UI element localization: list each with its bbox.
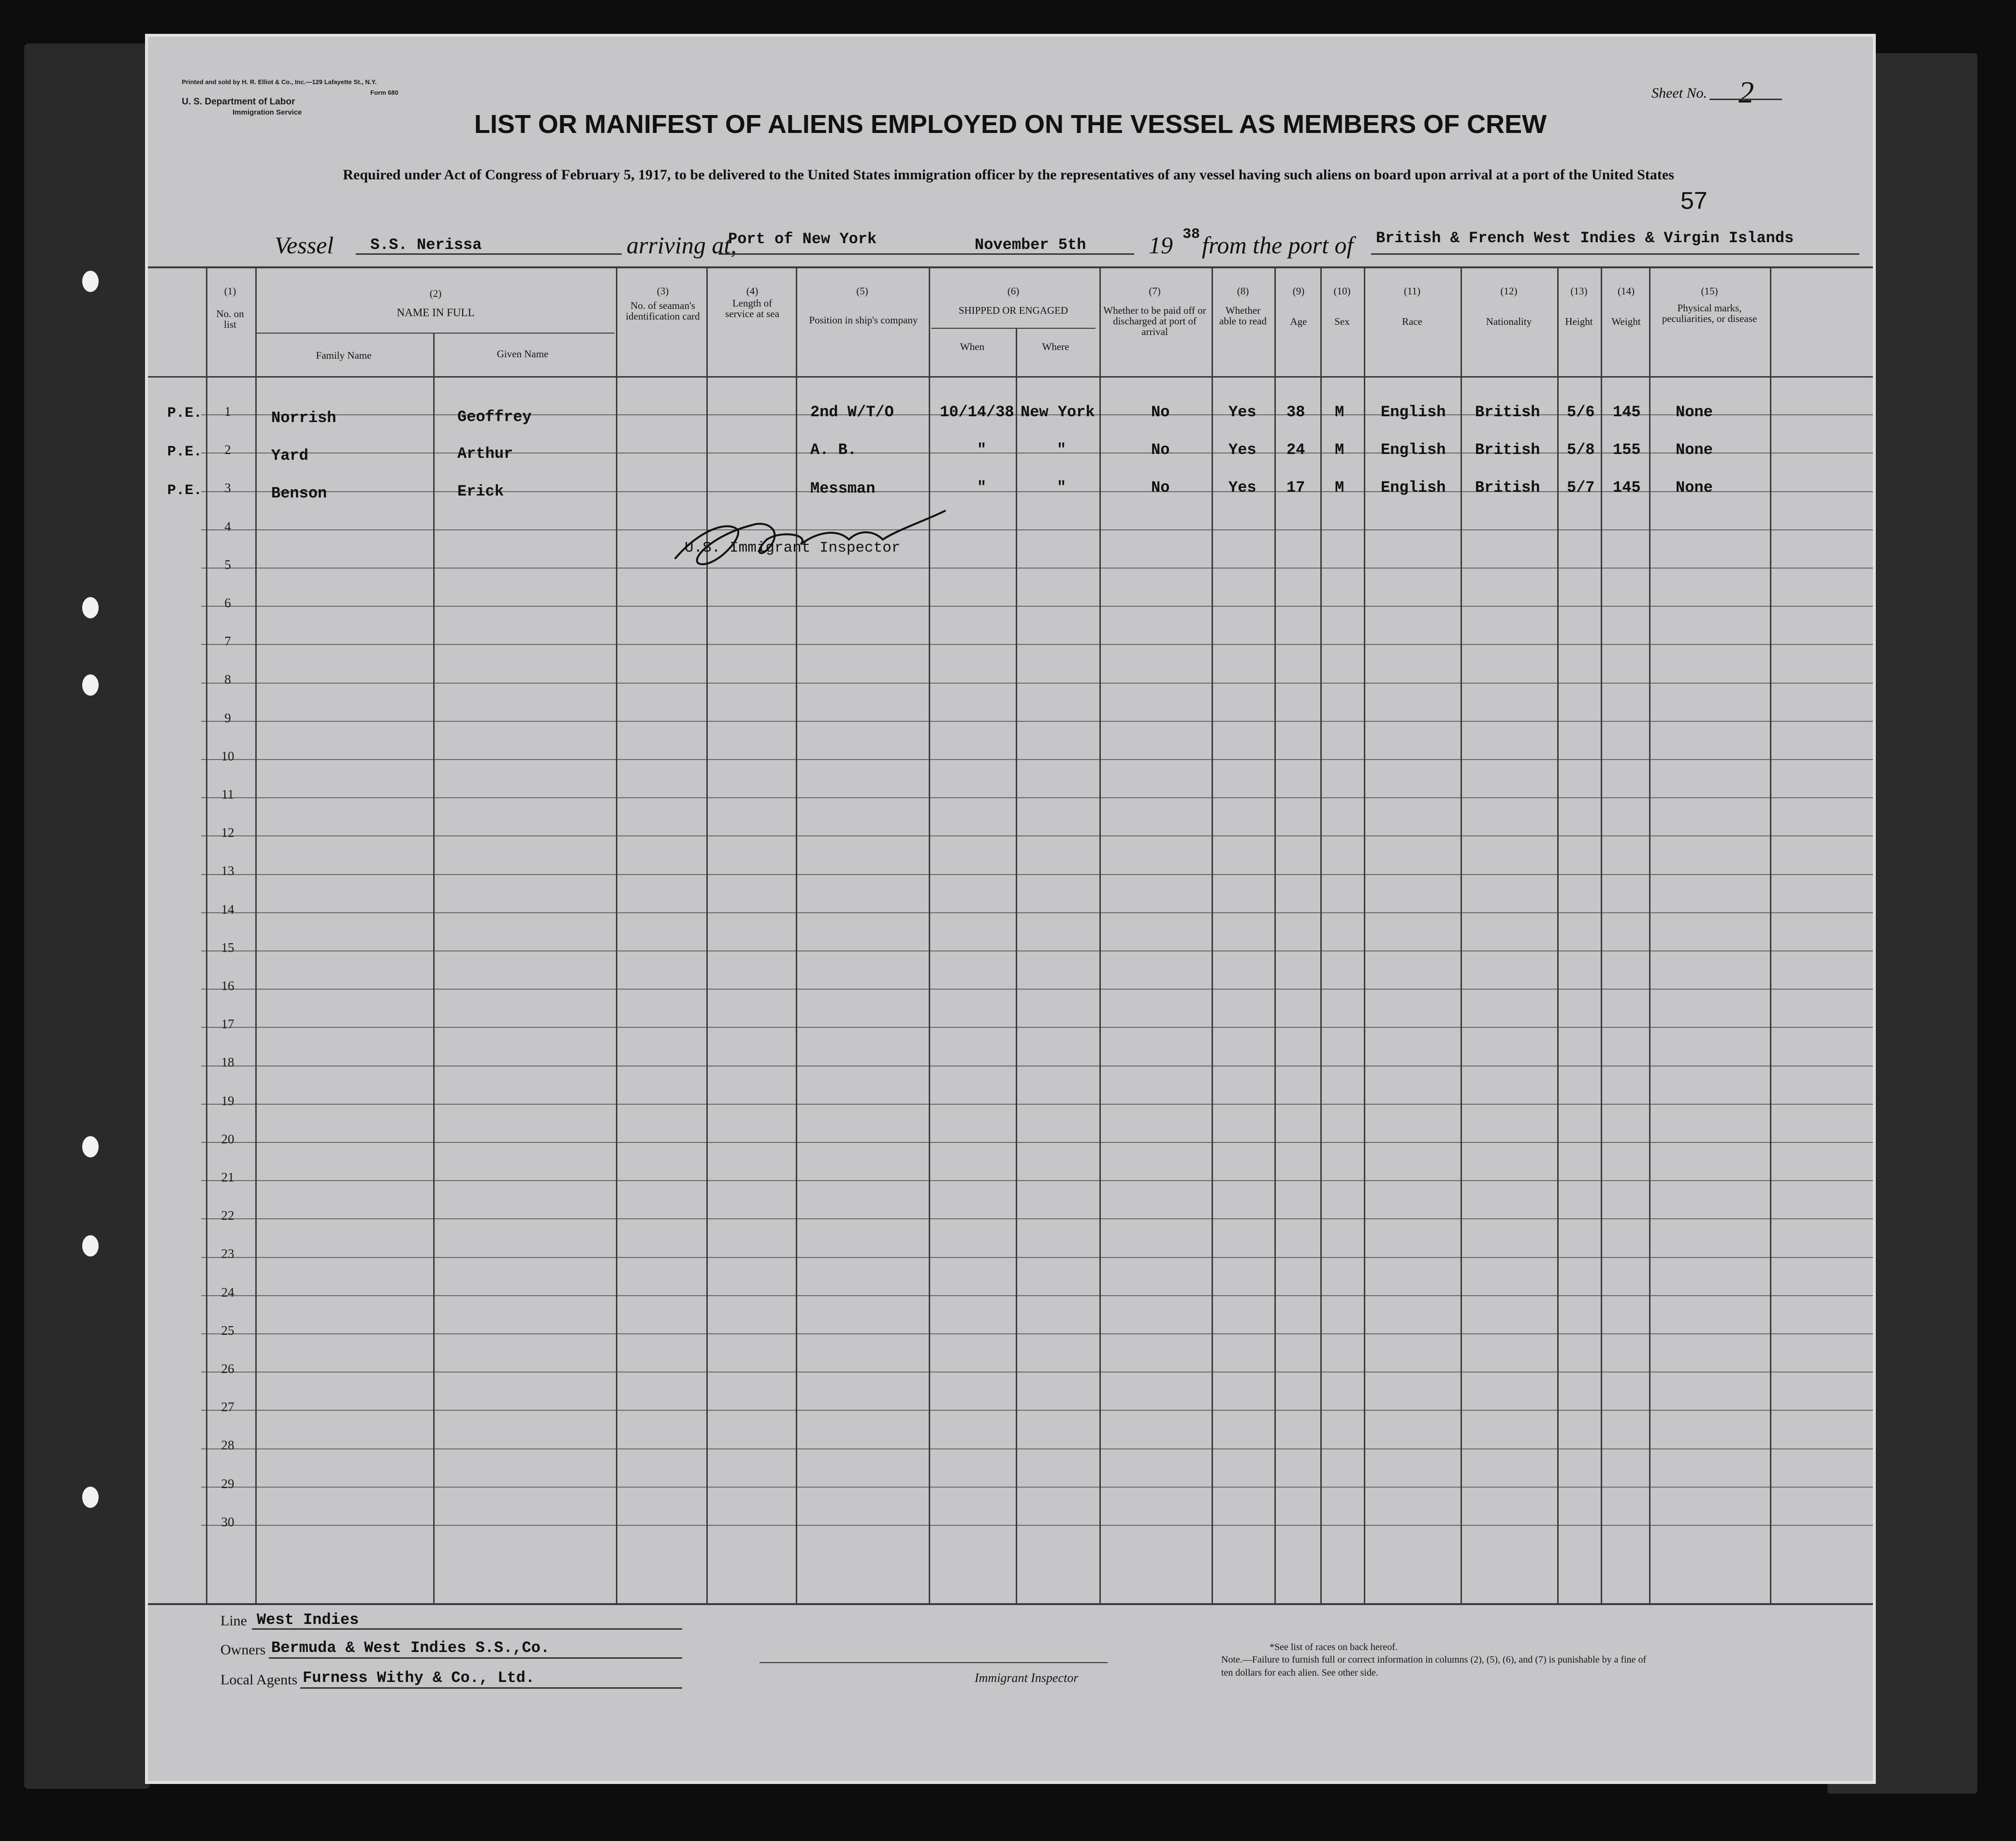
row-rule [201,1487,1873,1488]
shipped-where: " [1057,479,1066,497]
row-rule [201,950,1873,951]
page-title: LIST OR MANIFEST OF ALIENS EMPLOYED ON THE VESSEL AS MEMBERS OF CREW [474,110,1547,139]
col3-label: No. of seaman's identification card [626,300,700,322]
col14-label: Weight [1611,316,1641,327]
weight: 155 [1613,441,1641,459]
col5-label: Position in ship's company [809,314,918,326]
column-rule [1557,266,1559,1603]
sex: M [1335,403,1344,421]
physical-marks: None [1676,479,1713,497]
given-name: Arthur [457,445,513,463]
row-number: 14 [221,902,234,917]
col6-label: SHIPPED OR ENGAGED [958,305,1068,316]
column-rule [1320,266,1322,1603]
row-number: 13 [221,863,234,878]
physical-marks: None [1676,403,1713,421]
nationality: British [1475,403,1540,421]
owners-label: Owners [220,1642,266,1658]
year-suffix: 38 [1183,226,1200,243]
col14-num: (14) [1618,285,1635,297]
row-number: 19 [221,1093,234,1108]
row-rule [201,759,1873,760]
col9-num: (9) [1292,285,1305,297]
col13-num: (13) [1570,285,1588,297]
able-to-read: Yes [1228,403,1256,421]
row-rule [201,1525,1873,1526]
race: English [1381,479,1446,497]
col1-label: No. on list [216,308,244,330]
row-number: 8 [224,672,231,687]
row-number: 24 [221,1285,234,1300]
from-port-underline [1371,253,1859,255]
row-number: 5 [224,557,231,572]
binder-hole [82,271,99,292]
line-underline [252,1628,682,1630]
name-subheader-rule [257,333,614,334]
weight: 145 [1613,479,1641,497]
shipped-subheader-rule [931,328,1096,329]
row-number: 3 [224,481,231,496]
binder-strip [24,44,150,1789]
position: A. B. [810,441,857,459]
row-number: 23 [221,1246,234,1261]
row-number: 18 [221,1055,234,1070]
row-number: 20 [221,1131,234,1146]
col4-label: Length of service at sea [725,297,779,320]
page-number: 57 [1680,187,1708,214]
column-rule [706,266,708,1603]
family-name: Yard [271,447,308,465]
col15-num: (15) [1701,285,1718,297]
row-number: 2 [224,442,231,457]
col9-label: Age [1290,316,1307,327]
col4-num: (4) [746,285,759,297]
binder-hole [82,597,99,618]
row-rule [201,1218,1873,1219]
paid-off: No [1151,403,1170,421]
sex: M [1335,479,1344,497]
given-name: Geoffrey [457,408,532,426]
row-rule [201,1372,1873,1373]
row-number: 6 [224,596,231,610]
from-label: from the port of [1202,232,1354,259]
shipped-when: 10/14/38 [940,403,1014,421]
row-number: 9 [224,710,231,725]
weight: 145 [1613,403,1641,421]
form-number: Form 680 [370,89,398,96]
agents-underline [300,1687,682,1689]
row-number: 4 [224,519,231,534]
column-rule [1212,266,1213,1603]
col12-label: Nationality [1486,316,1532,327]
family-name: Norrish [271,409,336,427]
row-number: 10 [221,748,234,763]
table-bottom-border [148,1603,1873,1605]
able-to-read: Yes [1228,479,1256,497]
column-rule [1461,266,1462,1603]
sheet-number: 2 [1738,75,1754,109]
note-reference: *See list of races on back hereof. [1270,1642,1398,1652]
binder-hole [82,1487,99,1508]
shipped-where: New York [1021,403,1095,421]
pe-mark: P.E. [167,482,203,499]
row-number: 15 [221,940,234,955]
age: 24 [1286,441,1305,459]
row-number: 21 [221,1170,234,1184]
row-rule [201,1295,1873,1296]
arrival-port: Port of New York [728,230,877,248]
col6-num: (6) [1007,285,1020,297]
column-rule [1601,266,1602,1603]
row-rule [201,1027,1873,1028]
col7-label: Whether to be paid off or discharged at port of arrival [1103,305,1206,337]
printer-line: Printed and sold by H. R. Elliot & Co., Inc.—129 Lafayette St., N.Y. [182,78,377,86]
race: English [1381,441,1446,459]
row-rule [201,1257,1873,1258]
col8-label: Whether able to read [1219,305,1267,327]
nationality: British [1475,479,1540,497]
col2-num: (2) [429,288,442,299]
nationality: British [1475,441,1540,459]
year-prefix: 19 [1149,232,1173,259]
arrival-date-underline [941,253,1134,255]
vessel-label: Vessel [275,232,334,259]
row-number: 17 [221,1017,234,1032]
col8-num: (8) [1237,285,1249,297]
line-value: West Indies [257,1611,359,1629]
col6-when: When [960,341,985,352]
agents-label: Local Agents [220,1672,298,1688]
col3-num: (3) [657,285,669,297]
pe-mark: P.E. [167,405,203,422]
owners-value: Bermuda & West Indies S.S.,Co. [271,1639,550,1657]
row-rule [201,1066,1873,1067]
col11-num: (11) [1403,285,1421,297]
column-rule [1649,266,1651,1603]
department: U. S. Department of Labor [182,97,295,107]
col1-num: (1) [224,285,236,297]
column-rule [206,266,207,1603]
row-rule [201,1410,1873,1411]
row-number: 16 [221,979,234,993]
row-number: 22 [221,1208,234,1223]
family-name: Benson [271,484,327,502]
row-number: 25 [221,1323,234,1338]
arrival-date: November 5th [975,236,1086,254]
race: English [1381,403,1446,421]
service: Immigration Service [233,108,302,117]
col10-label: Sex [1334,316,1350,327]
row-number: 12 [221,825,234,840]
row-rule [201,835,1873,836]
position: Messman [810,480,876,497]
column-rule [1364,266,1365,1603]
binder-hole [82,1235,99,1257]
height: 5/7 [1567,479,1595,497]
row-rule [201,797,1873,798]
page-subtitle: Required under Act of Congress of February 5, 1917, to be delivered to the United States immigration officer by the representatives of any vessel having such aliens on board upon arrival at a port of the United States [343,167,1674,183]
row-rule [201,1142,1873,1143]
inspector-label: Immigrant Inspector [975,1671,1079,1685]
row-rule [201,1448,1873,1449]
owners-underline [269,1657,682,1659]
row-rule [201,683,1873,684]
column-rule [1274,266,1276,1603]
shipped-when: " [977,479,987,497]
col7-num: (7) [1149,285,1161,297]
sex: M [1335,441,1344,459]
row-number: 29 [221,1476,234,1491]
row-number: 30 [221,1514,234,1529]
table-top-border [148,266,1873,268]
col13-label: Height [1565,316,1593,327]
column-rule [1099,266,1101,1603]
inspector-stamp: U.S. Immigrant Inspector [685,540,901,556]
paid-off: No [1151,479,1170,497]
vessel-name: S.S. Nerissa [370,236,482,254]
from-port: British & French West Indies & Virgin Islands [1376,229,1794,247]
col12-num: (12) [1500,285,1518,297]
binder-hole [82,674,99,696]
able-to-read: Yes [1228,441,1256,459]
column-rule [929,266,930,1603]
agents-value: Furness Withy & Co., Ltd. [303,1669,535,1687]
row-number: 1 [224,404,231,419]
row-rule [201,644,1873,645]
inspector-underline [760,1662,1108,1663]
column-rule [1016,328,1017,1603]
manifest-page [145,34,1876,1784]
shipped-where: " [1057,441,1066,459]
row-rule [201,529,1873,530]
line-label: Line [220,1613,247,1629]
col6-where: Where [1042,341,1069,352]
row-number: 7 [224,634,231,649]
row-number: 26 [221,1361,234,1376]
position: 2nd W/T/O [810,403,894,421]
row-rule [201,606,1873,607]
height: 5/6 [1567,403,1595,421]
row-rule [201,912,1873,913]
sheet-label: Sheet No. [1651,85,1707,101]
age: 38 [1286,403,1305,421]
col11-label: Race [1402,316,1422,327]
sheet-number-underline [1709,99,1782,100]
column-rule [1770,266,1771,1603]
col2-family-name: Family Name [316,350,372,361]
col2-label: NAME IN FULL [396,307,475,319]
col15-label: Physical marks, peculiarities, or disease [1662,302,1757,324]
row-number: 28 [221,1438,234,1453]
col5-num: (5) [856,285,868,297]
shipped-when: " [977,441,987,459]
row-number: 11 [221,787,234,802]
column-rule [616,266,617,1603]
row-number: 27 [221,1400,234,1415]
column-rule [796,266,797,1603]
col10-num: (10) [1333,285,1351,297]
row-rule [201,721,1873,722]
row-rule [201,1180,1873,1181]
pe-mark: P.E. [167,444,203,460]
height: 5/8 [1567,441,1595,459]
column-rule [255,266,257,1603]
vessel-underline [356,253,622,255]
row-rule [201,874,1873,875]
given-name: Erick [457,482,504,500]
note-text: Note.—Failure to furnish full or correct information in columns (2), (5), (6), and (7) is punishable by a fine of ten dollars for each alien. See other side. [1221,1654,1647,1678]
row-rule [201,989,1873,990]
age: 17 [1286,479,1305,497]
col2-given-name: Given Name [497,348,549,360]
row-rule [201,1104,1873,1105]
physical-marks: None [1676,441,1713,459]
binder-hole [82,1136,99,1157]
header-bottom-border [148,376,1873,378]
row-rule [201,568,1873,569]
paid-off: No [1151,441,1170,459]
arriving-label: arriving at, [627,232,737,259]
row-rule [201,1333,1873,1334]
column-rule [433,333,435,1603]
